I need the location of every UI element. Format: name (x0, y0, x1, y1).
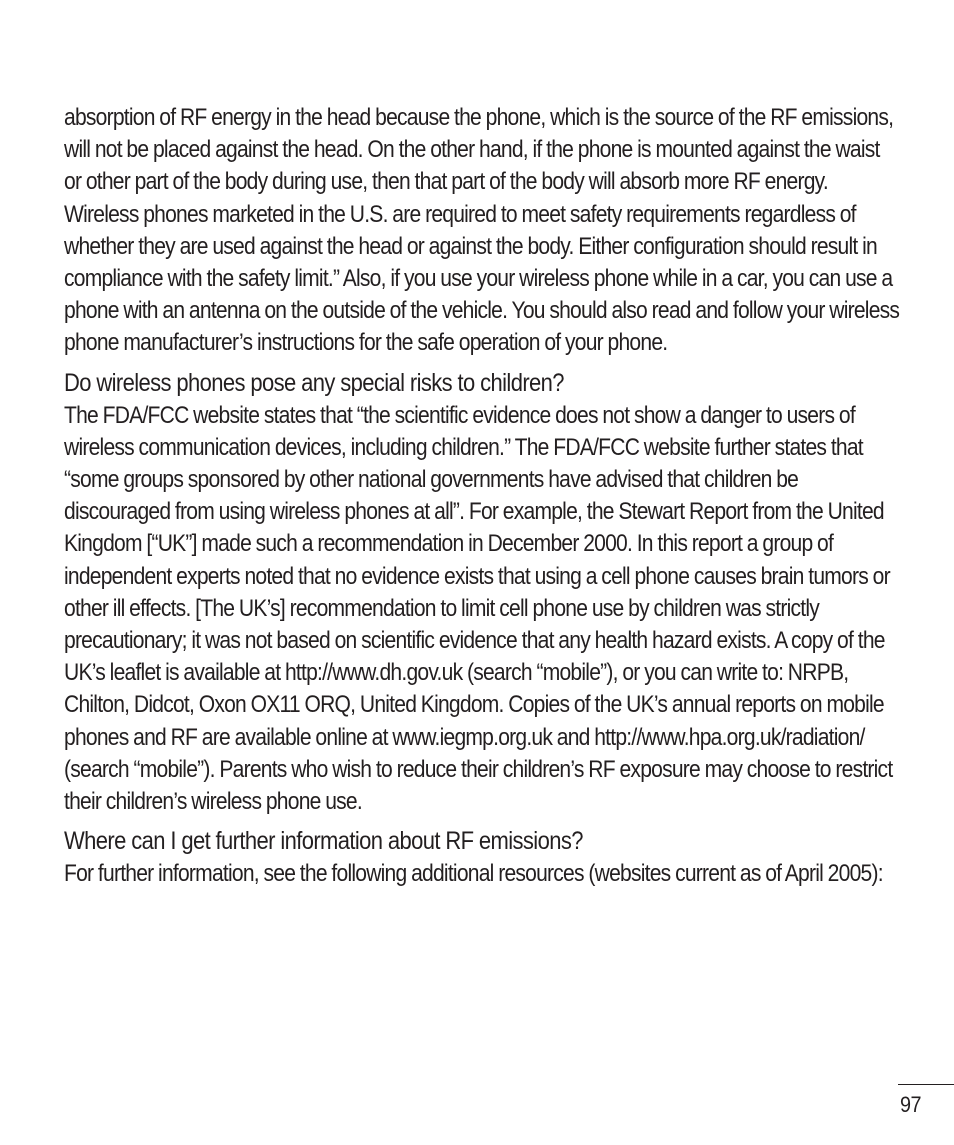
further-info-heading: Where can I get further information about RF emissions? (64, 827, 583, 856)
page-number: 97 (900, 1092, 922, 1117)
page-footer-rule (898, 1084, 954, 1085)
further-info-paragraph: For further information, see the following additional resources (websites current as of April 2005): (64, 860, 883, 888)
intro-paragraph: absorption of RF energy in the head because the phone, which is the source of the RF emissions, will not be placed against the head. On the other hand, if the phone is mounted against the waist or other part of the body during use, then that part of the body will absorb more RF energy. Wireless phones marketed in the U.S. are required to meet safety requirements regardless of whether they are used against the head or against the body. Either configuration should result in compliance with the safety limit.” Also, if you use your wireless phone while in a car, you can use a phone with an antenna on the outside of the vehicle. You should also read and follow your wireless phone manufacturer’s instructions for the safe operation of your phone. (64, 104, 900, 357)
children-risk-paragraph: The FDA/FCC website states that “the scientific evidence does not show a danger to users of wireless communication devices, including children.” The FDA/FCC website further states that “some groups sponsored by other national governments have advised that children be discouraged from using wireless phones at all”. For example, the Stewart Report from the United Kingdom [“UK”] made such a recommendation in December 2000. In this report a group of independent experts noted that no evidence exists that using a cell phone causes brain tumors or other ill effects. [The UK’s] recommendation to limit cell phone use by children was strictly precautionary; it was not based on scientific evidence that any health hazard exists. A copy of the UK’s leaflet is available at http://www.dh.gov.uk (search “mobile”), or you can write to: NRPB, Chilton, Didcot, Oxon OX11 ORQ, United Kingdom. Copies of the UK’s annual reports on mobile phones and RF are available online at www.iegmp.org.uk and http://www.hpa.org.uk/radiation/ (search “mobile”). Parents who wish to reduce their children’s RF exposure may choose to restrict their children’s wireless phone use. (64, 401, 893, 816)
page-content (64, 102, 900, 890)
children-risk-heading: Do wireless phones pose any special risks to children? (64, 368, 564, 397)
